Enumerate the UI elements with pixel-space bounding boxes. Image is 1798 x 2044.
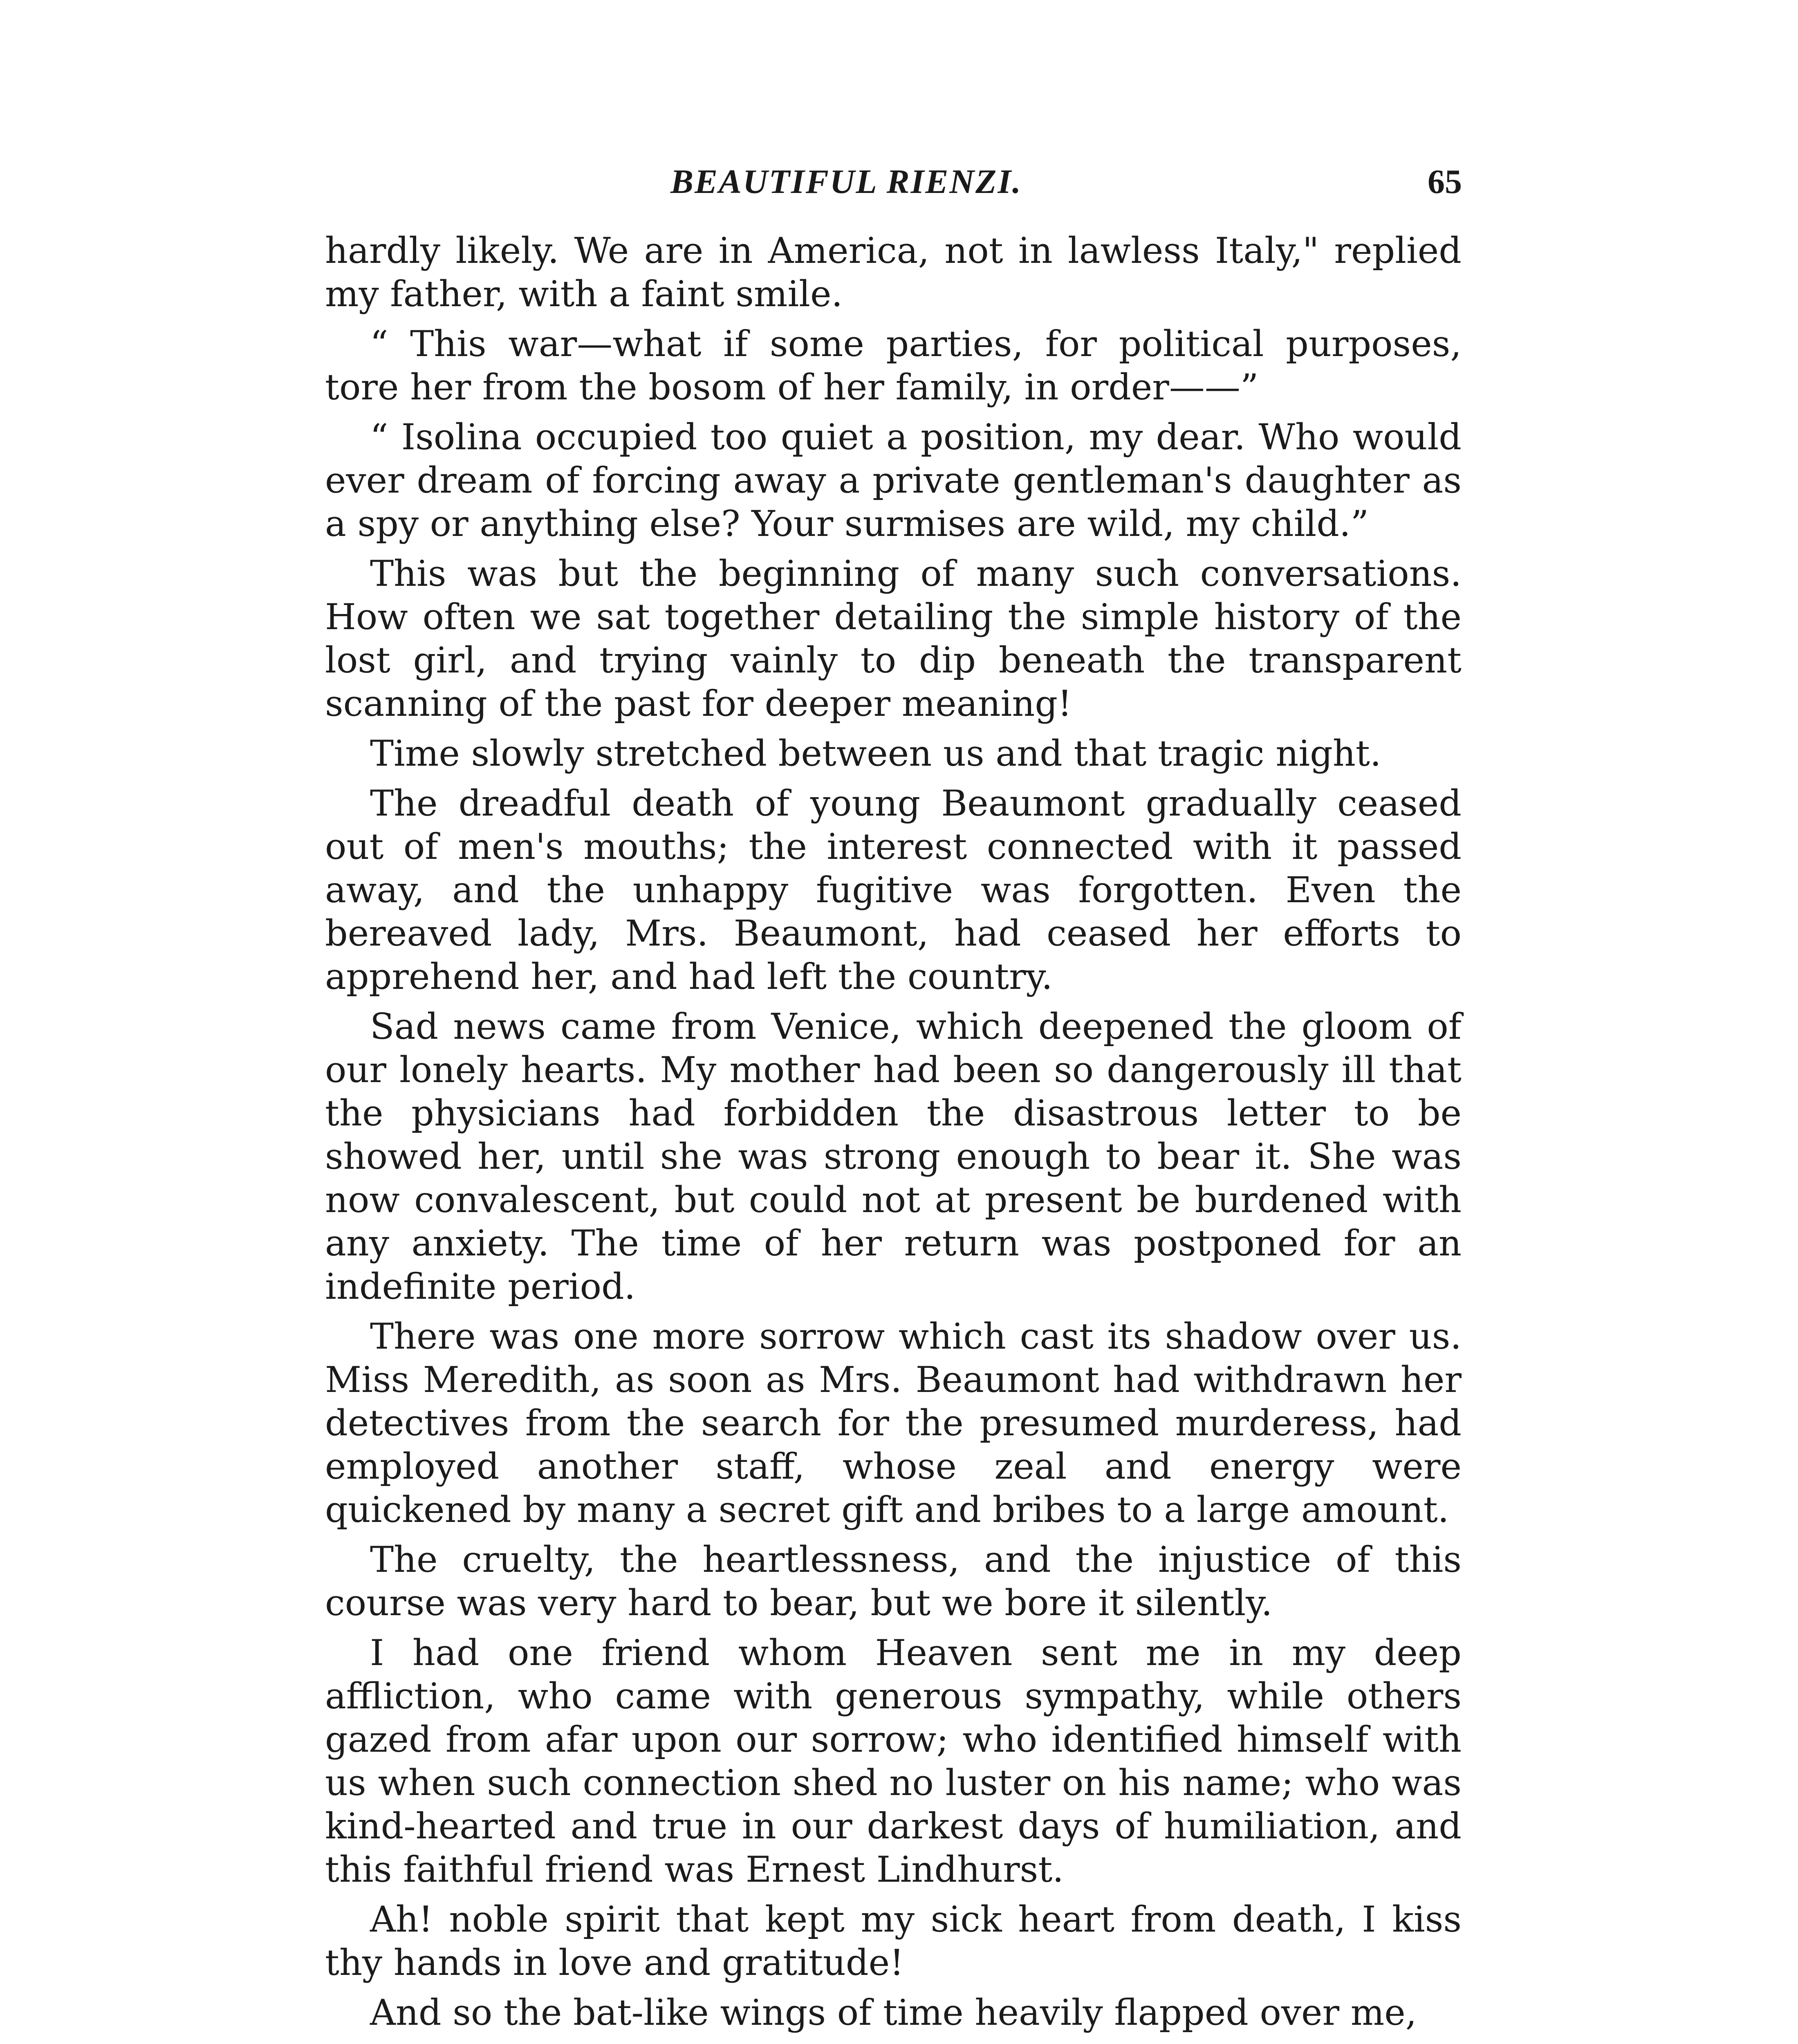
page-number: 65 [1428,163,1462,201]
paragraph: hardly likely. We are in America, not in lawless Italy," replied my father, with a faint smile. [325,230,1462,315]
paragraph: “ This war—what if some parties, for political purposes, tore her from the bosom of her family, in order——” [325,323,1462,408]
paragraph: And so the bat-like wings of time heavily flapped over me, [370,1992,1417,2033]
paragraph: There was one more sorrow which cast its shadow over us. Miss Meredith, as soon as Mrs. Beaumont had withdrawn her detectives from the search for the presumed murderess, had employed another staff, whose zeal and energy were quickened by many a secret gift and bribes to a large amount. [325,1316,1462,1531]
body-text [325,229,1462,2034]
paragraph: Ah! noble spirit that kept my sick heart from death, I kiss thy hands in love and gratitude! [325,1898,1462,1983]
paragraph: Sad news came from Venice, which deepened the gloom of our lonely hearts. My mother had been so dangerously ill that the physicians had forbidden the disastrous letter to be showed her, until she was strong enough to bear it. She was now convalescent, but could not at present be burdened with any anxiety. The time of her return was postponed for an indefinite period. [325,1006,1462,1307]
paragraph: “ Isolina occupied too quiet a position, my dear. Who would ever dream of forcing away a private gentleman's daughter as a spy or anything else? Your surmises are wild, my child.” [325,416,1462,545]
paragraph: Time slowly stretched between us and that tragic night. [370,733,1381,774]
paragraph: The dreadful death of young Beaumont gradually ceased out of men's mouths; the interest connected with it passed away, and the unhappy fugitive was forgotten. Even the bereaved lady, Mrs. Beaumont, had ceased her efforts to apprehend her, and had left the country. [325,782,1462,997]
paragraph: I had one friend whom Heaven sent me in my deep affliction, who came with generous sympathy, while others gazed from afar upon our sorrow; who identified himself with us when such connection shed no luster on his name; who was kind-hearted and true in our darkest days of humiliation, and this faithful friend was Ernest Lindhurst. [325,1632,1462,1890]
paragraph: This was but the beginning of many such conversations. How often we sat together detailing the simple history of the lost girl, and trying vainly to dip beneath the transparent scanning of the past for deeper meaning! [325,553,1462,724]
running-title: BEAUTIFUL RIENZI. [670,163,1022,201]
paragraph: The cruelty, the heartlessness, and the injustice of this course was very hard to bear, but we bore it silently. [325,1539,1462,1624]
